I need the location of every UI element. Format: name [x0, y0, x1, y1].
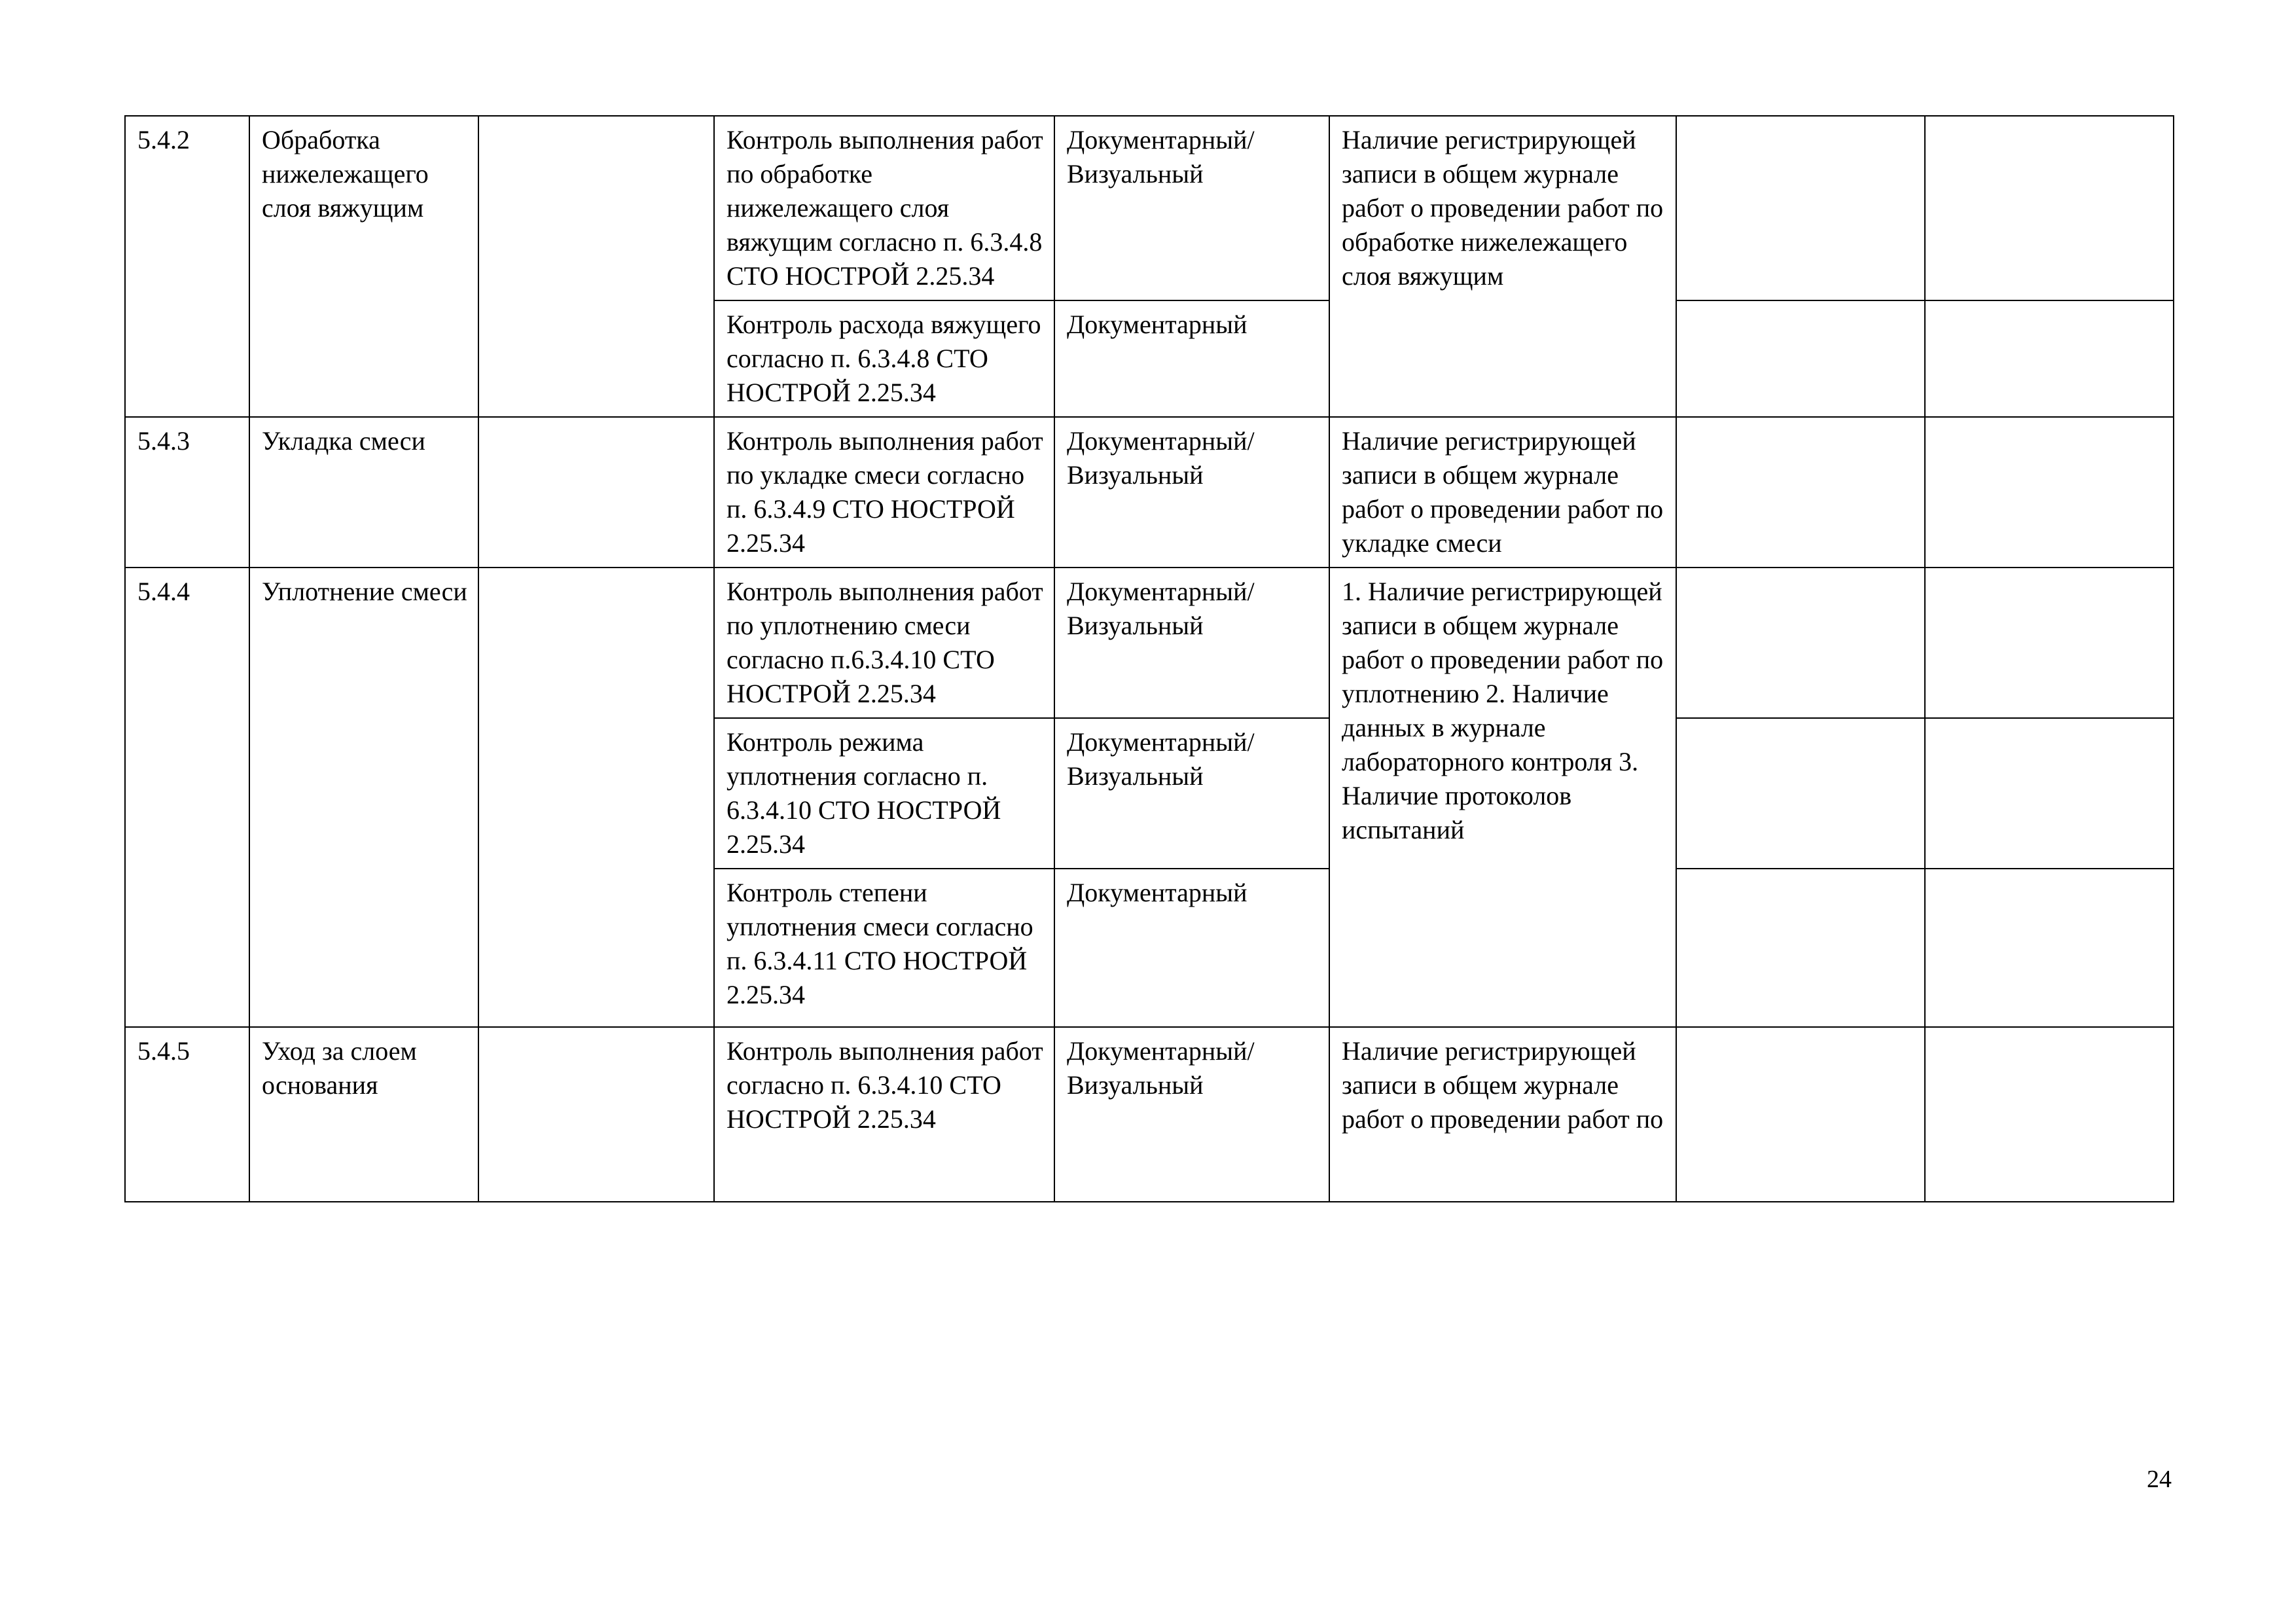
document-basis: 1. Наличие регистрирующей записи в общем журнале работ о проведении работ по уплотнению 2. Наличие данных в журнале лабораторного контроля 3. Наличие протоколов испытаний — [1329, 568, 1676, 1027]
control-description: Контроль выполнения работ согласно п. 6.3.4.10 СТО НОСТРОЙ 2.25.34 — [714, 1027, 1054, 1202]
row-blank-col7 — [1676, 300, 1925, 417]
control-description: Контроль режима уплотнения согласно п. 6.3.4.10 СТО НОСТРОЙ 2.25.34 — [714, 718, 1054, 869]
row-blank-col8 — [1925, 417, 2174, 568]
control-method: Документарный/ Визуальный — [1054, 1027, 1329, 1202]
control-description: Контроль степени уплотнения смеси согласно п. 6.3.4.11 СТО НОСТРОЙ 2.25.34 — [714, 869, 1054, 1027]
row-blank-col7 — [1676, 869, 1925, 1027]
control-description: Контроль выполнения работ по уплотнению смеси согласно п.6.3.4.10 СТО НОСТРОЙ 2.25.34 — [714, 568, 1054, 718]
control-description: Контроль выполнения работ по обработке нижележащего слоя вяжущим согласно п. 6.3.4.8 СТО НОСТРОЙ 2.25.34 — [714, 116, 1054, 300]
control-method: Документарный/ Визуальный — [1054, 417, 1329, 568]
table-row — [125, 417, 2174, 568]
row-blank-col8 — [1925, 300, 2174, 417]
row-number: 5.4.5 — [125, 1027, 249, 1202]
row-process-name: Обработка нижележащего слоя вяжущим — [249, 116, 478, 417]
row-empty-cell — [478, 568, 714, 1027]
inspection-control-table — [124, 115, 2174, 1202]
document-basis: Наличие регистрирующей записи в общем журнале работ о проведении работ по — [1329, 1027, 1676, 1202]
row-blank-col8 — [1925, 568, 2174, 718]
row-blank-col7 — [1676, 417, 1925, 568]
control-description: Контроль выполнения работ по укладке смеси согласно п. 6.3.4.9 СТО НОСТРОЙ 2.25.34 — [714, 417, 1054, 568]
table-row — [125, 1027, 2174, 1202]
row-blank-col7 — [1676, 116, 1925, 300]
row-blank-col7 — [1676, 568, 1925, 718]
row-blank-col7 — [1676, 718, 1925, 869]
row-number: 5.4.4 — [125, 568, 249, 1027]
table-row — [125, 116, 2174, 300]
row-process-name: Уход за слоем основания — [249, 1027, 478, 1202]
row-process-name: Уплотнение смеси — [249, 568, 478, 1027]
control-method: Документарный/ Визуальный — [1054, 116, 1329, 300]
row-blank-col7 — [1676, 1027, 1925, 1202]
control-method: Документарный/ Визуальный — [1054, 568, 1329, 718]
table-row — [125, 568, 2174, 718]
row-blank-col8 — [1925, 1027, 2174, 1202]
control-method: Документарный — [1054, 869, 1329, 1027]
row-empty-cell — [478, 1027, 714, 1202]
row-blank-col8 — [1925, 718, 2174, 869]
row-number: 5.4.2 — [125, 116, 249, 417]
row-blank-col8 — [1925, 116, 2174, 300]
row-blank-col8 — [1925, 869, 2174, 1027]
control-description: Контроль расхода вяжущего согласно п. 6.3.4.8 СТО НОСТРОЙ 2.25.34 — [714, 300, 1054, 417]
control-method: Документарный/ Визуальный — [1054, 718, 1329, 869]
document-basis: Наличие регистрирующей записи в общем журнале работ о проведении работ по укладке смеси — [1329, 417, 1676, 568]
document-basis: Наличие регистрирующей записи в общем журнале работ о проведении работ по обработке нижележащего слоя вяжущим — [1329, 116, 1676, 417]
row-process-name: Укладка смеси — [249, 417, 478, 568]
control-method: Документарный — [1054, 300, 1329, 417]
page-number: 24 — [2147, 1466, 2172, 1493]
row-empty-cell — [478, 116, 714, 417]
row-number: 5.4.3 — [125, 417, 249, 568]
row-empty-cell — [478, 417, 714, 568]
